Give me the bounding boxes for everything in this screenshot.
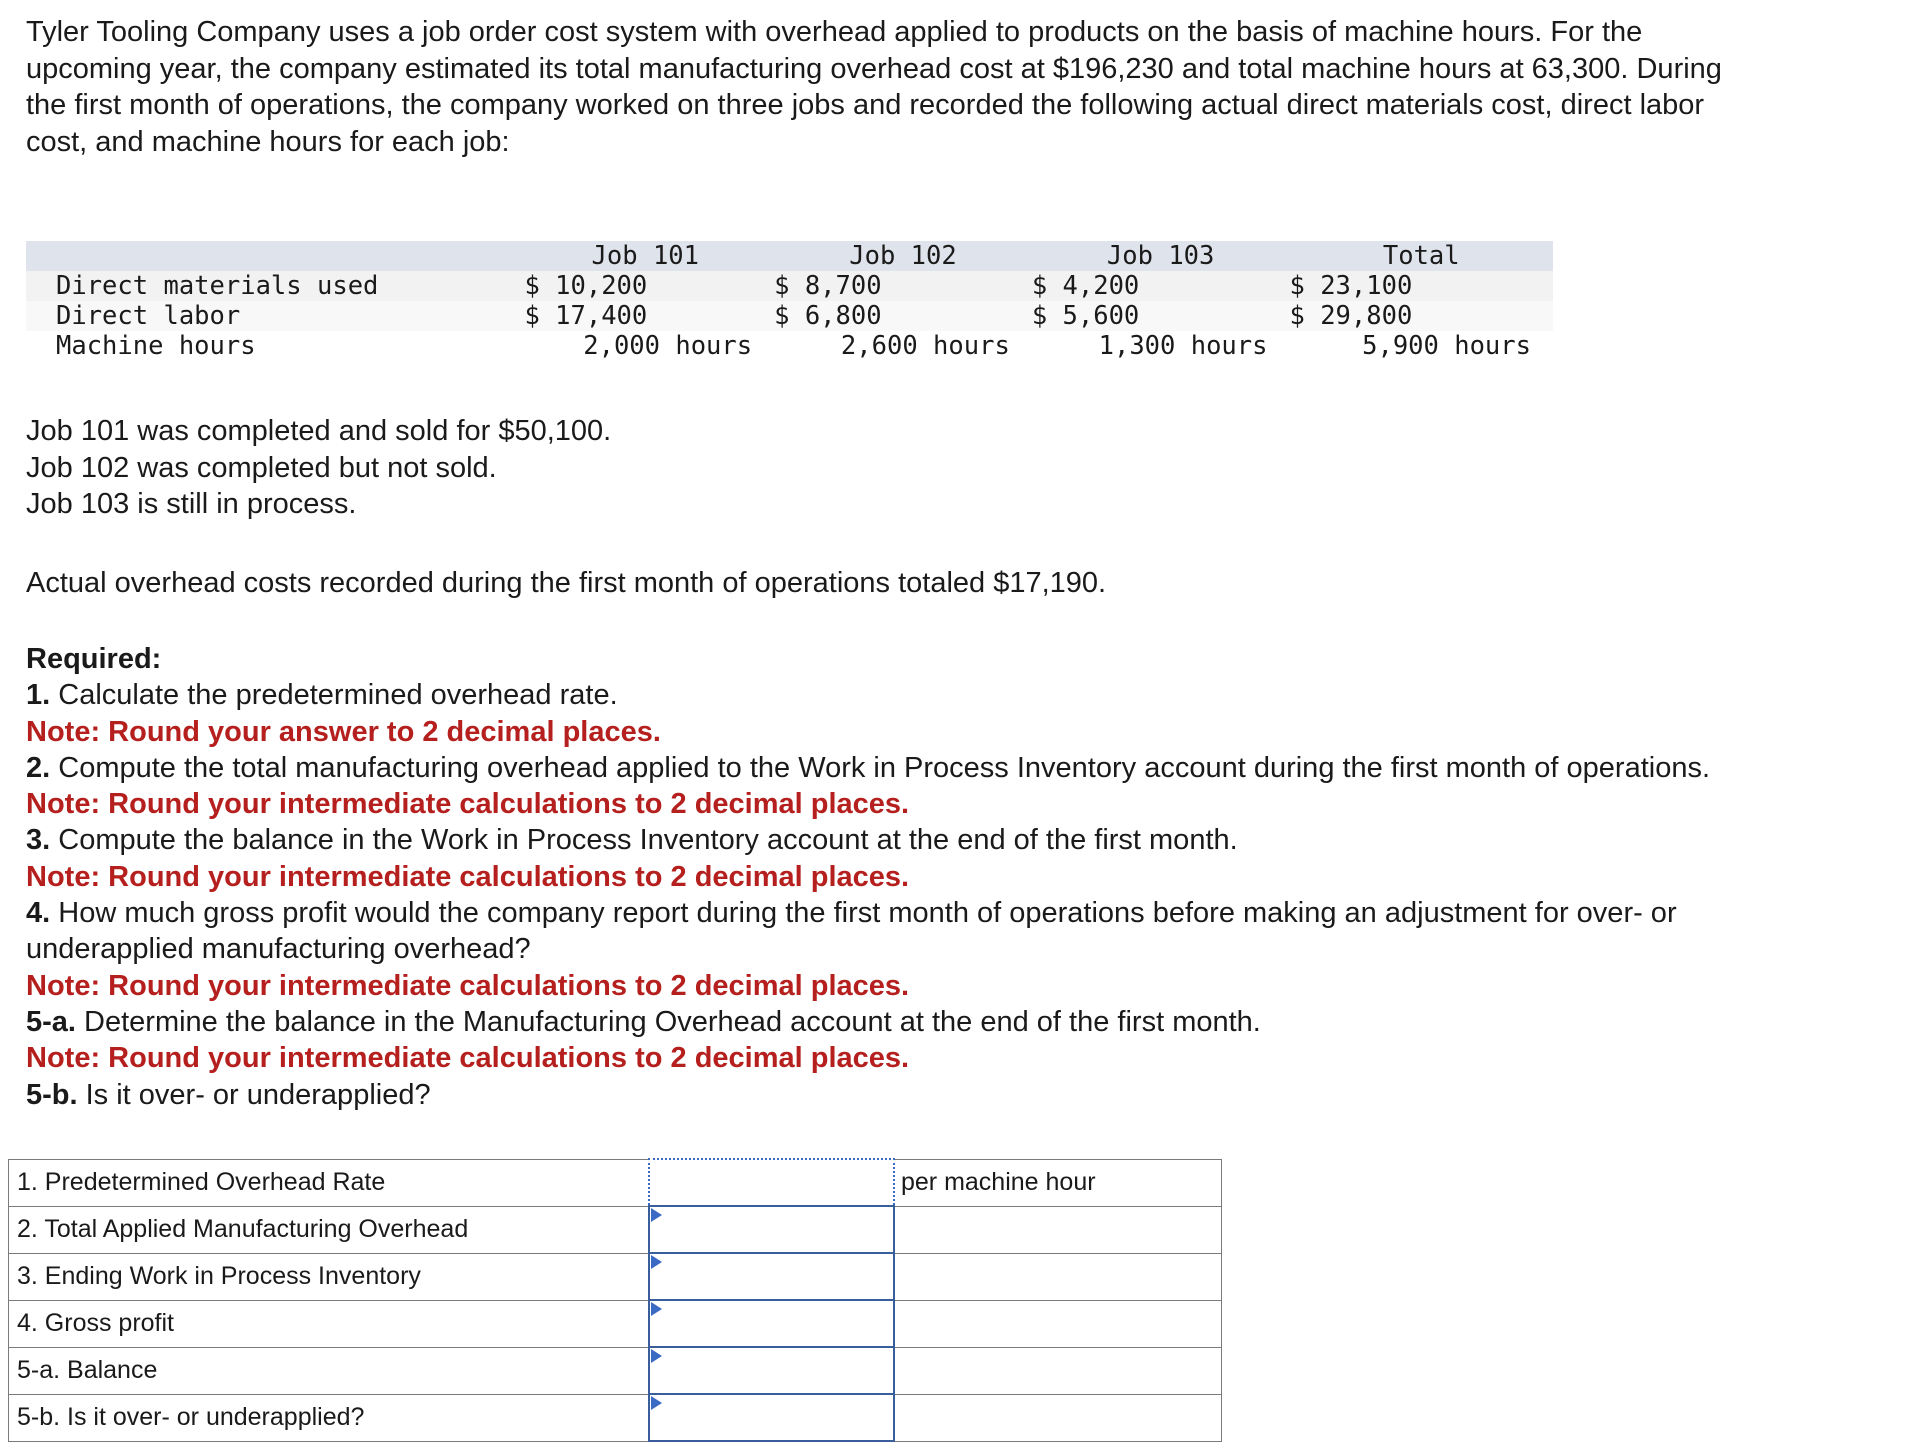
item-number: 4. [26, 897, 51, 930]
answer-unit [894, 1253, 1222, 1300]
cell-value: $ 29,800 [1289, 301, 1413, 331]
answer-unit [894, 1206, 1222, 1253]
header-job-102: Job 102 [849, 241, 957, 271]
intro-line: cost, and machine hours for each job: [26, 125, 510, 158]
answer-label: 5-b. Is it over- or underapplied? [9, 1394, 650, 1441]
header-job-101: Job 101 [591, 241, 700, 271]
cell-value: 2,000 hours [583, 331, 753, 361]
required-section [26, 641, 1886, 1113]
input-value[interactable] [650, 1301, 893, 1346]
item-text: Compute the total manufacturing overhead applied to the Work in Process Inventory account during the first month of operations. [50, 751, 1711, 784]
item-text: Compute the balance in the Work in Process Inventory account at the end of the first month. [50, 824, 1238, 857]
problem-intro [26, 14, 1886, 160]
rounding-note: Note: Round your answer to 2 decimal places. [26, 715, 661, 748]
predetermined-rate-input[interactable] [649, 1159, 894, 1206]
answer-label: 2. Total Applied Manufacturing Overhead [9, 1206, 650, 1253]
table-row [26, 301, 1553, 331]
item-number: 2. [26, 751, 51, 784]
problem-page [26, 14, 1886, 1111]
rounding-note: Note: Round your intermediate calculations to 2 decimal places. [26, 860, 910, 893]
cell-value: 5,900 hours [1362, 331, 1531, 361]
cell-value: $ 6,800 [774, 301, 882, 331]
answer-label: 5-a. Balance [9, 1347, 650, 1394]
required-heading: Required: [26, 643, 162, 675]
cell-value: $ 8,700 [774, 271, 882, 301]
flag-icon [651, 1255, 662, 1269]
flag-icon [651, 1349, 662, 1363]
required-item-3 [26, 822, 1886, 858]
flag-icon [651, 1208, 662, 1222]
answer-unit [894, 1300, 1222, 1347]
job-cost-table [26, 241, 1553, 361]
input-value[interactable] [650, 1207, 893, 1252]
answer-unit [894, 1347, 1222, 1394]
job-note: Job 103 is still in process. [26, 488, 357, 520]
cell-value: 2,600 hours [840, 331, 1010, 361]
input-value[interactable] [650, 1395, 893, 1440]
intro-line: the first month of operations, the company worked on three jobs and recorded the following actual direct materials cost, direct labor [26, 89, 1705, 121]
actual-overhead [26, 565, 1106, 602]
answer-unit [894, 1394, 1222, 1441]
header-blank [26, 241, 516, 271]
cell-value: 1,300 hours [1098, 331, 1268, 361]
item-text: Is it over- or underapplied? [77, 1078, 431, 1111]
answer-label: 4. Gross profit [9, 1300, 650, 1347]
required-item-2 [26, 750, 1886, 786]
input-value[interactable] [650, 1348, 893, 1393]
answer-row-4 [9, 1300, 1222, 1347]
cell-value: $ 17,400 [524, 301, 648, 331]
required-item-4-continued: underapplied manufacturing overhead? [26, 933, 531, 966]
answer-table [8, 1158, 1222, 1442]
input-value[interactable] [650, 1254, 893, 1299]
table-header-row [26, 241, 1553, 271]
intro-line: upcoming year, the company estimated its total manufacturing overhead cost at $196,230 and total machine hours at 63,300. During [26, 52, 1722, 85]
required-item-5b [26, 1077, 1886, 1113]
ending-wip-input[interactable] [649, 1253, 894, 1300]
cell-value: $ 4,200 [1031, 271, 1140, 301]
header-total: Total [1382, 241, 1460, 271]
required-item-1 [26, 677, 1886, 713]
cell-value: $ 23,100 [1289, 271, 1413, 301]
answer-unit: per machine hour [894, 1159, 1222, 1206]
answer-row-5a [9, 1347, 1222, 1394]
header-job-103: Job 103 [1106, 241, 1215, 271]
answer-row-1 [9, 1159, 1222, 1206]
answer-row-5b [9, 1394, 1222, 1441]
cell-value: $ 10,200 [524, 271, 648, 301]
overhead-balance-input[interactable] [649, 1347, 894, 1394]
row-label: Direct labor [56, 301, 241, 331]
answer-label: 1. Predetermined Overhead Rate [9, 1159, 650, 1206]
rounding-note: Note: Round your intermediate calculations to 2 decimal places. [26, 969, 910, 1002]
over-under-select[interactable] [649, 1394, 894, 1441]
answer-row-2 [9, 1206, 1222, 1253]
row-label: Direct materials used [56, 271, 379, 301]
table-row [26, 271, 1553, 301]
intro-line: Tyler Tooling Company uses a job order cost system with overhead applied to products on the basis of machine hours. For the [26, 16, 1643, 48]
rounding-note: Note: Round your intermediate calculations to 2 decimal places. [26, 788, 910, 821]
item-number: 5-b. [26, 1078, 78, 1111]
required-item-4 [26, 895, 1886, 931]
job-status-notes [26, 413, 611, 523]
answer-label: 3. Ending Work in Process Inventory [9, 1253, 650, 1300]
table-row [26, 331, 1553, 361]
flag-icon [651, 1396, 662, 1410]
input-value[interactable] [650, 1160, 893, 1205]
actual-overhead-text: Actual overhead costs recorded during the first month of operations totaled $17,190. [26, 567, 1107, 599]
gross-profit-input[interactable] [649, 1300, 894, 1347]
cell-value: $ 5,600 [1031, 301, 1140, 331]
item-number: 1. [26, 679, 51, 712]
rounding-note: Note: Round your intermediate calculations to 2 decimal places. [26, 1042, 910, 1075]
applied-overhead-input[interactable] [649, 1206, 894, 1253]
answer-row-3 [9, 1253, 1222, 1300]
item-text: Determine the balance in the Manufacturing Overhead account at the end of the first month. [75, 1005, 1261, 1038]
item-number: 3. [26, 824, 51, 857]
required-item-5a [26, 1004, 1886, 1040]
item-text: How much gross profit would the company report during the first month of operations before making an adjustment for over- or [50, 897, 1677, 930]
item-number: 5-a. [26, 1005, 76, 1038]
job-note: Job 101 was completed and sold for $50,100. [26, 415, 612, 447]
job-note: Job 102 was completed but not sold. [26, 451, 497, 484]
row-label: Machine hours [56, 331, 256, 361]
flag-icon [651, 1302, 662, 1316]
item-text: Calculate the predetermined overhead rate. [50, 679, 618, 712]
